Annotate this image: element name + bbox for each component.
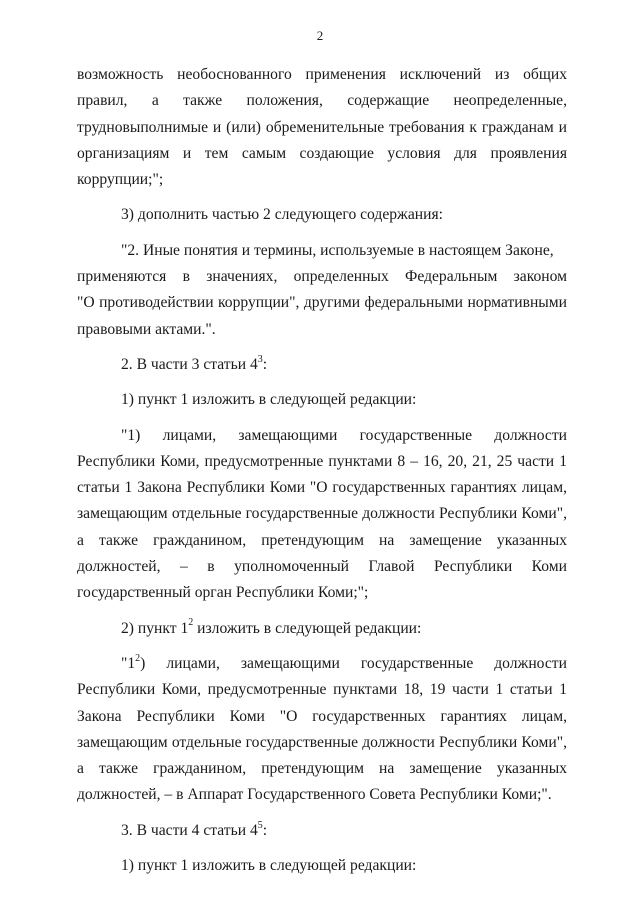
word: государственные	[359, 426, 473, 444]
paragraph-continuation: возможность необоснованного применения исключений из общих правил, а также положения, содержащие неопределенные, трудновыполнимые и (или) обременительные требования к гражданам и организациям и тем самым создающие условия для проявления коррупции;";	[77, 66, 567, 189]
word: значениях,	[206, 268, 278, 286]
paragraph-quote-2-line1: "2. Иные понятия и термины, используемые в настоящем Законе,	[121, 241, 554, 259]
document-body	[77, 62, 567, 879]
word: применяются	[77, 268, 167, 286]
paragraph-item-1: 1) пункт 1 изложить в следующей редакции:	[121, 391, 417, 409]
page-number: 2	[316, 28, 324, 43]
word: должности	[494, 654, 567, 672]
word: "1)	[121, 426, 141, 444]
word: "$1^2$)	[121, 652, 146, 672]
superscript: 2	[135, 652, 141, 664]
word: определенных	[293, 268, 389, 286]
paragraph-quote-1-rest: Республики Коми, предусмотренные пунктами 8 – 16, 20, 21, 25 части 1 статьи 1 Закона Республики Коми "О государственных гарантиях лицам, замещающим отдельные государственные должности Республики Коми", а также гражданином, претендующим на замещение указанных должностей, – в уполномоченный Главой Республики Коми государственный орган Республики Коми;";	[77, 452, 567, 602]
word: должности	[494, 426, 567, 444]
word: в	[182, 268, 190, 286]
paragraph-quote-2-spread-line	[77, 264, 567, 290]
paragraph-section-3: 3. В части 4 статьи $4^5$:	[121, 819, 268, 839]
word: замещающими	[238, 426, 338, 444]
paragraph-item-1-last: 1) пункт 1 изложить в следующей редакции:	[121, 857, 417, 875]
word: лицами,	[166, 654, 220, 672]
paragraph-quote-2-rest: "О противодействии коррупции", другими федеральными нормативными правовыми актами.".	[77, 294, 567, 338]
paragraph-quote-1-2-rest: Республики Коми, предусмотренные пунктами 18, 19 части 1 статьи 1 Закона Республики Коми "О государственных гарантиях лицам, замещающим отдельные государственные должности Республики Коми", а также гражданином, претендующим на замещение указанных должностей, – в Аппарат Государственного Совета Республики Коми;".	[77, 681, 567, 804]
word: государственные	[360, 654, 474, 672]
word: лицами,	[162, 426, 217, 444]
paragraph-quote-1-spread-line	[77, 423, 567, 449]
paragraph-item-3: 3) дополнить частью 2 следующего содержания:	[121, 206, 443, 224]
paragraph-item-2: 2) пункт $1^2$ изложить в следующей редакции:	[121, 617, 422, 637]
paragraph-quote-1-2-spread-line	[77, 651, 567, 677]
superscript: 3	[257, 353, 263, 365]
paragraph-section-2: 2. В части 3 статьи $4^3$:	[121, 353, 268, 373]
superscript: 2	[188, 617, 194, 629]
word: замещающими	[240, 654, 340, 672]
word: Федеральным	[405, 268, 498, 286]
word: законом	[513, 268, 567, 286]
superscript: 5	[257, 819, 263, 831]
